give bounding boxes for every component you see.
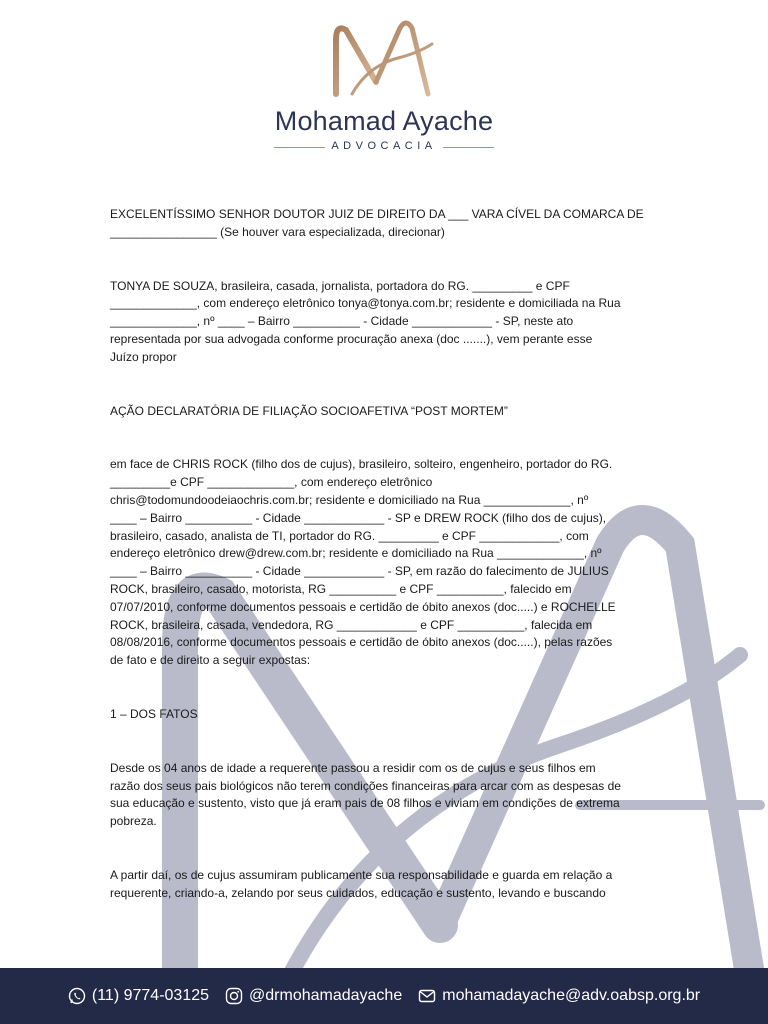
- text-line: representada por sua advogada conforme procuração anexa (doc .......), vem perante esse: [110, 331, 593, 346]
- text-line: 07/07/2010, conforme documentos pessoais e certidão de óbito anexos (doc.....) e ROCHELLE: [110, 599, 616, 614]
- text-line: _____________, com endereço eletrônico tonya@tonya.com.br; residente e domiciliada na Rua: [110, 296, 621, 311]
- text-line: _____________, nº ____ – Bairro __________ - Cidade ____________ - SP, neste ato: [110, 314, 574, 329]
- instagram-icon: [225, 987, 243, 1005]
- text-line: brasileiro, casado, analista de TI, portador do RG. _________ e CPF ____________, com: [110, 528, 589, 543]
- facts-paragraph: [110, 760, 660, 831]
- text-line: Desde os 04 anos de idade a requerente passou a residir com os de cujus e seus filhos em: [110, 760, 596, 775]
- text-line: de fato e de direito a seguir expostas:: [110, 653, 311, 668]
- logo-subtitle: [250, 139, 518, 153]
- text-line: ROCK, brasileiro, casado, motorista, RG __________ e CPF __________, falecido em: [110, 581, 572, 596]
- whatsapp-icon: [68, 987, 86, 1005]
- text-line: em face de CHRIS ROCK (filho dos de cujus), brasileiro, solteiro, engenheiro, portador do RG.: [110, 457, 613, 472]
- text-line: ROCK, brasileira, casada, vendedora, RG ____________ e CPF __________, falecida em: [110, 617, 593, 632]
- phone-text: (11) 9774-03125: [91, 987, 210, 1004]
- logo-subtitle-text: ADVOCACIA: [325, 140, 442, 152]
- party-paragraph: [110, 278, 660, 367]
- facts-paragraph-2: [110, 867, 660, 903]
- email-text: mohamadayache@adv.oabsp.org.br: [442, 987, 701, 1004]
- text-line: A partir daí, os de cujus assumiram publicamente sua responsabilidade e guarda em relação a: [110, 867, 613, 882]
- text-line: requerente, criando-a, zelando por seus cuidados, educação e sustento, levando e buscando: [110, 885, 606, 900]
- section-title: 1 – DOS FATOS: [110, 706, 198, 721]
- text-line: ____ – Bairro __________ - Cidade ____________ - SP e DREW ROCK (filho dos de cujus),: [110, 510, 607, 525]
- text-line: 08/08/2016, conforme documentos pessoais e certidão de óbito anexos (doc.....), pelas razões: [110, 635, 613, 650]
- text-line: pobreza.: [110, 814, 157, 829]
- mail-icon: [418, 987, 436, 1005]
- text-line: chris@todomundoodeiaochris.com.br; residente e domiciliado na Rua _____________, nº: [110, 492, 589, 507]
- text-line: Juízo propor: [110, 349, 177, 364]
- ma-monogram-icon: [328, 18, 438, 98]
- address-line: ________________ (Se houver vara especializada, direcionar): [110, 224, 445, 239]
- text-line: endereço eletrônico drew@drew.com.br; residente e domiciliado na Rua _____________, nº: [110, 546, 602, 561]
- logo-firm-name: Mohamad Ayache: [274, 106, 494, 136]
- footer-instagram[interactable]: [225, 987, 402, 1005]
- address-line: EXCELENTÍSSIMO SENHOR DOUTOR JUIZ DE DIREITO DA ___ VARA CÍVEL DA COMARCA DE: [110, 207, 644, 221]
- action-title: AÇÃO DECLARATÓRIA DE FILIAÇÃO SOCIOAFETIVA “POST MORTEM”: [110, 403, 508, 418]
- text-line: ____ – Bairro __________ - Cidade ____________ - SP, em razão do falecimento de JULIUS: [110, 564, 609, 579]
- document-body: [110, 206, 660, 903]
- defendant-paragraph: [110, 456, 660, 670]
- footer-phone[interactable]: [68, 987, 209, 1005]
- text-line: razão dos seus pais biológicos não terem condições financeiras para arcar com as despesas de: [110, 778, 621, 793]
- instagram-text: @drmohamadayache: [249, 987, 403, 1004]
- header-logo: [250, 18, 518, 152]
- contact-footer: [0, 968, 768, 1024]
- text-line: TONYA DE SOUZA, brasileira, casada, jornalista, portadora do RG. _________ e CPF: [110, 278, 570, 293]
- text-line: sua educação e sustento, visto que já eram pais de 08 filhos e viviam em condições de extrema: [110, 796, 620, 811]
- text-line: _________e CPF _____________, com endereço eletrônico: [110, 475, 433, 490]
- footer-email[interactable]: [418, 987, 700, 1005]
